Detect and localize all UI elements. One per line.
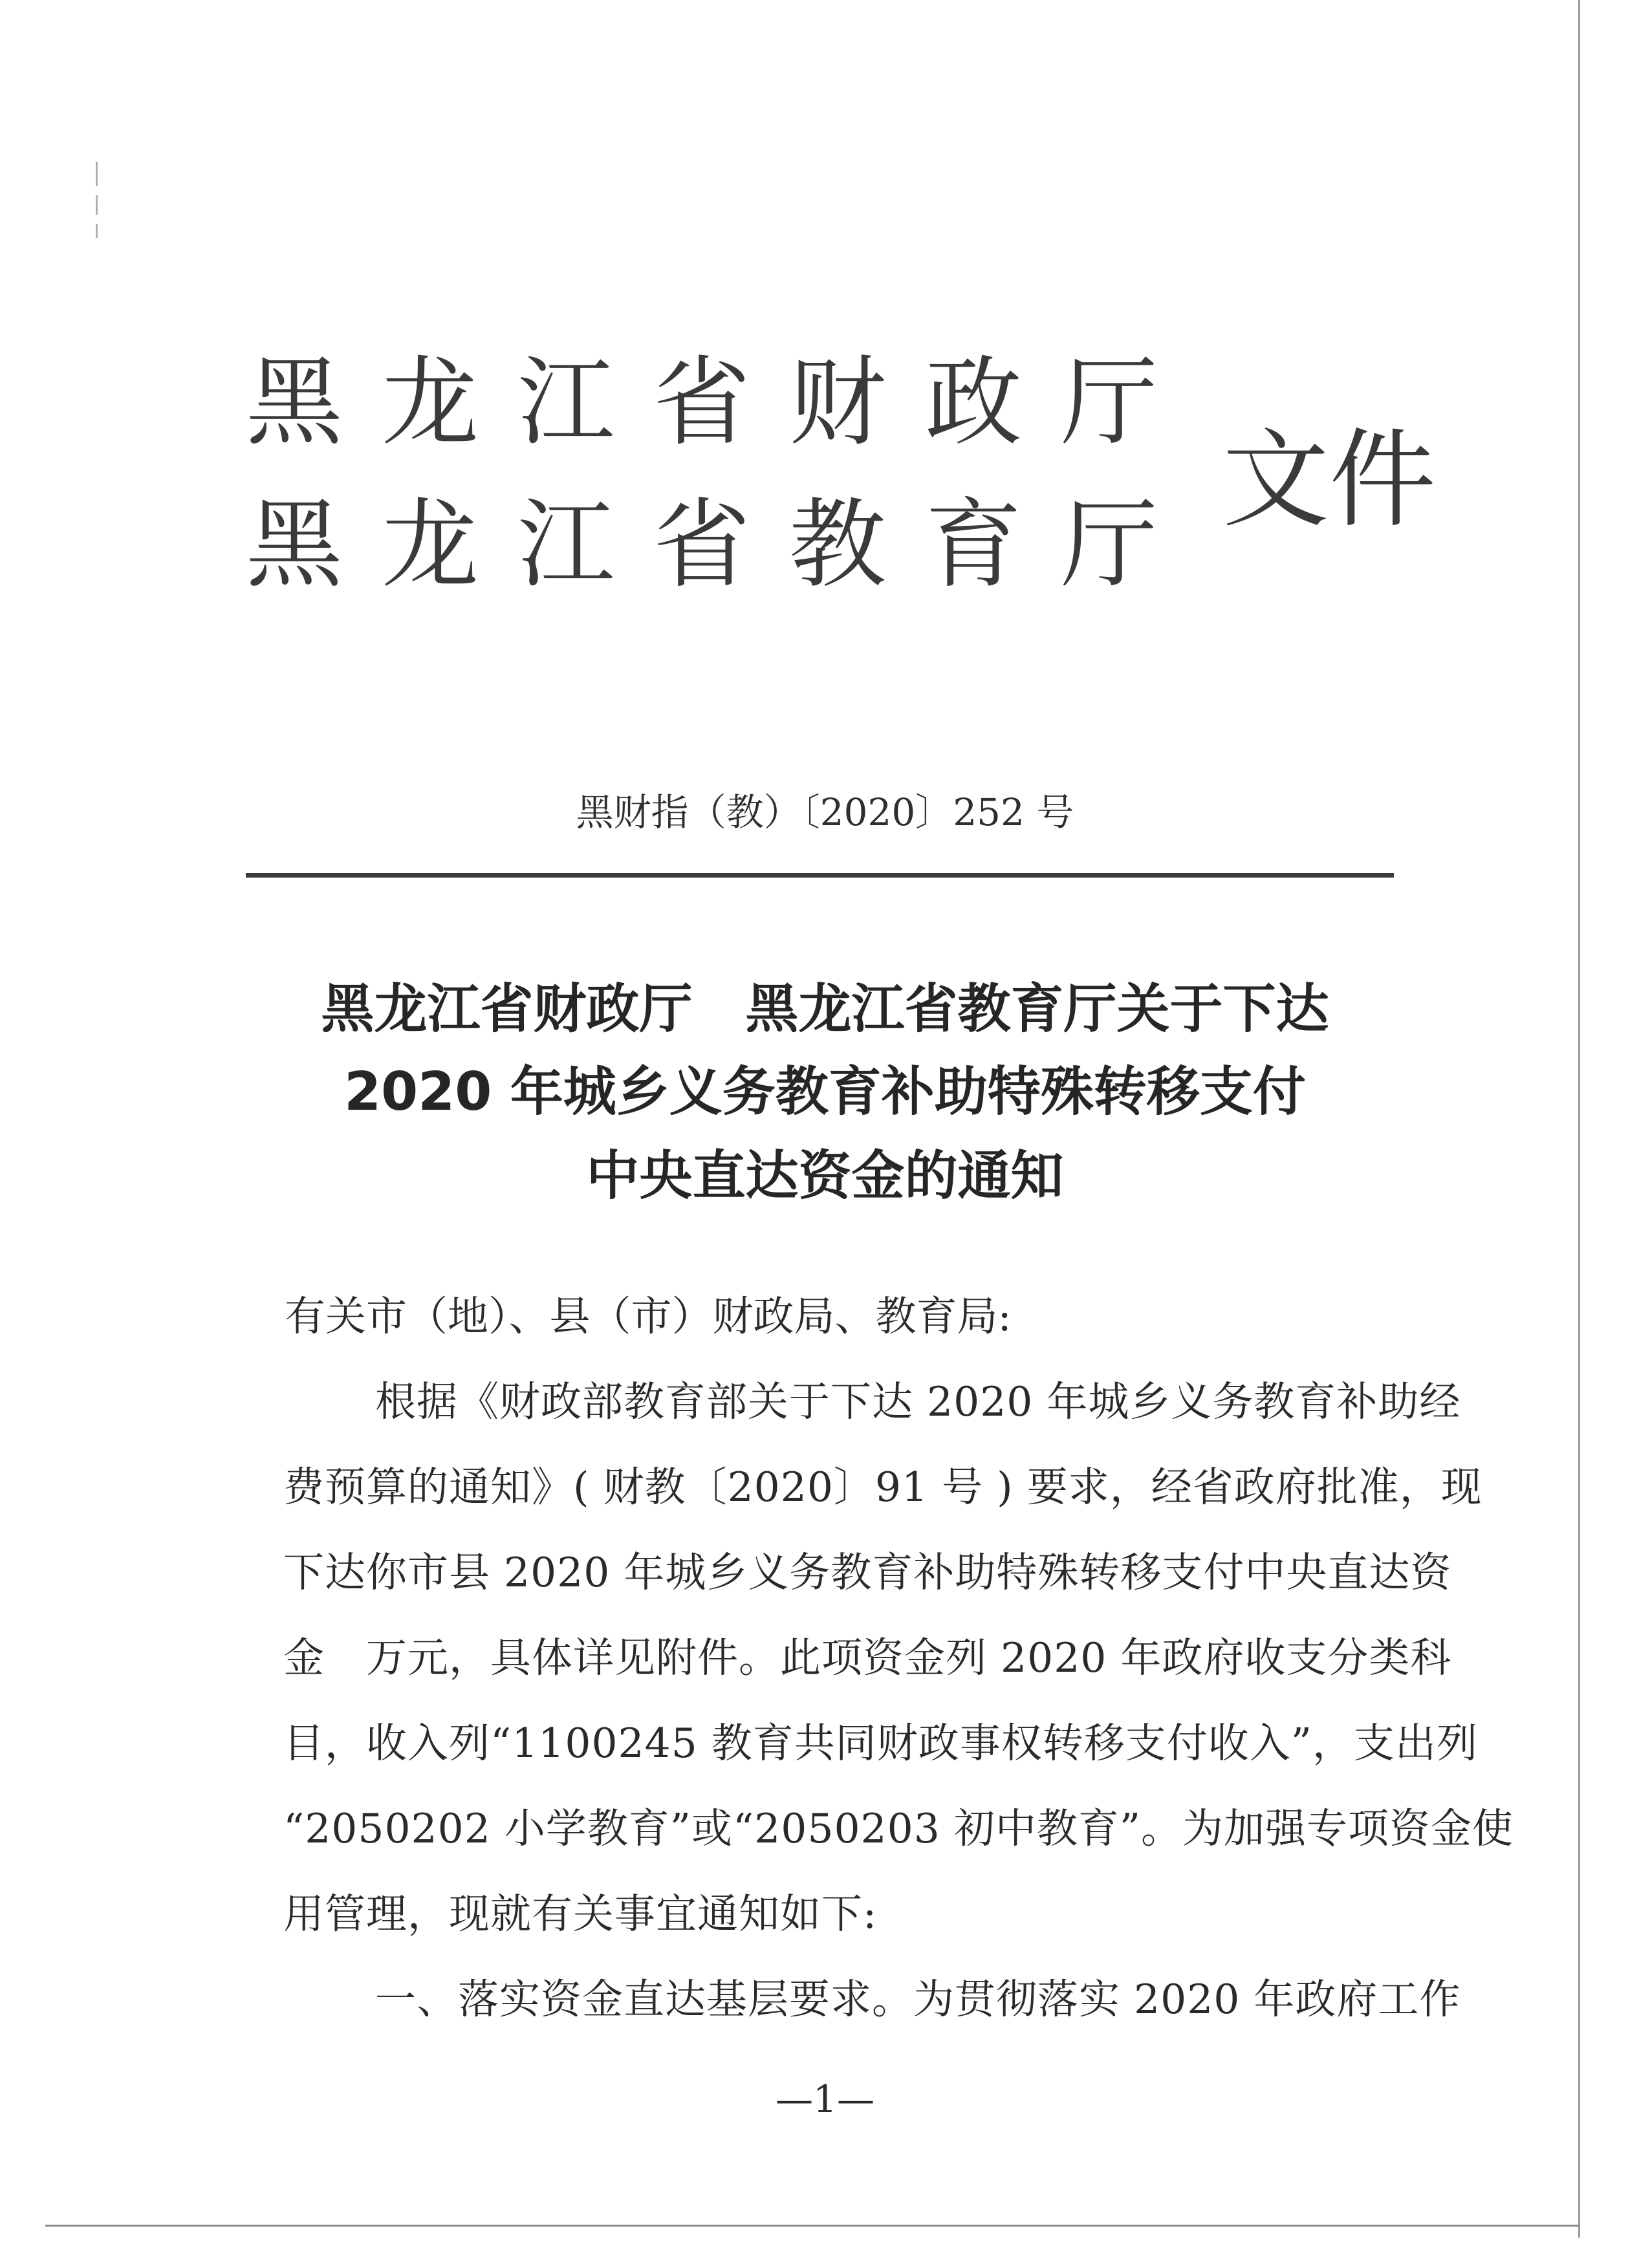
issuer-education-department: 黑龙江省教育厅 xyxy=(246,489,1197,601)
paragraph-1-line: 下达你市县 2020 年城乡义务教育补助特殊转移支付中央直达资 xyxy=(283,1549,1452,1596)
paragraph-1-line: 目，收入列“1100245 教育共同财政事权转移支付收入”，支出列 xyxy=(283,1720,1479,1767)
paragraph-2-line: 一、落实资金直达基层要求。为贯彻落实 2020 年政府工作 xyxy=(375,1976,1461,2023)
header-divider xyxy=(246,873,1394,878)
paragraph-1-line: 用管理，现就有关事宜通知如下: xyxy=(283,1890,878,1938)
title-line-1: 黑龙江省财政厅 黑龙江省教育厅关于下达 xyxy=(321,978,1329,1040)
issuer-finance-department: 黑龙江省财政厅 xyxy=(246,347,1197,459)
paragraph-1-line: 根据《财政部教育部关于下达 2020 年城乡义务教育补助经 xyxy=(375,1378,1461,1425)
title-line-2: 2020 年城乡义务教育补助特殊转移支付 xyxy=(344,1061,1306,1123)
paragraph-1-line: “2050202 小学教育”或“2050203 初中教育”。为加强专项资金使 xyxy=(283,1805,1514,1852)
margin-marks xyxy=(96,162,101,252)
paragraph-1-line: 金 万元，具体详见附件。此项资金列 2020 年政府收支分类科 xyxy=(283,1634,1452,1681)
document-number: 黑财指（教）〔2020〕252 号 xyxy=(576,790,1074,834)
paragraph-1-line: 费预算的通知》( 财教〔2020〕91 号 ) 要求，经省政府批准，现 xyxy=(283,1463,1482,1511)
document-word: 文件 xyxy=(1222,418,1436,542)
page-number: —1— xyxy=(776,2077,874,2121)
title-line-3: 中央直达资金的通知 xyxy=(586,1145,1064,1207)
scan-edge-bottom xyxy=(45,2225,1579,2227)
salutation: 有关市（地）、县（市）财政局、教育局: xyxy=(285,1293,1012,1340)
